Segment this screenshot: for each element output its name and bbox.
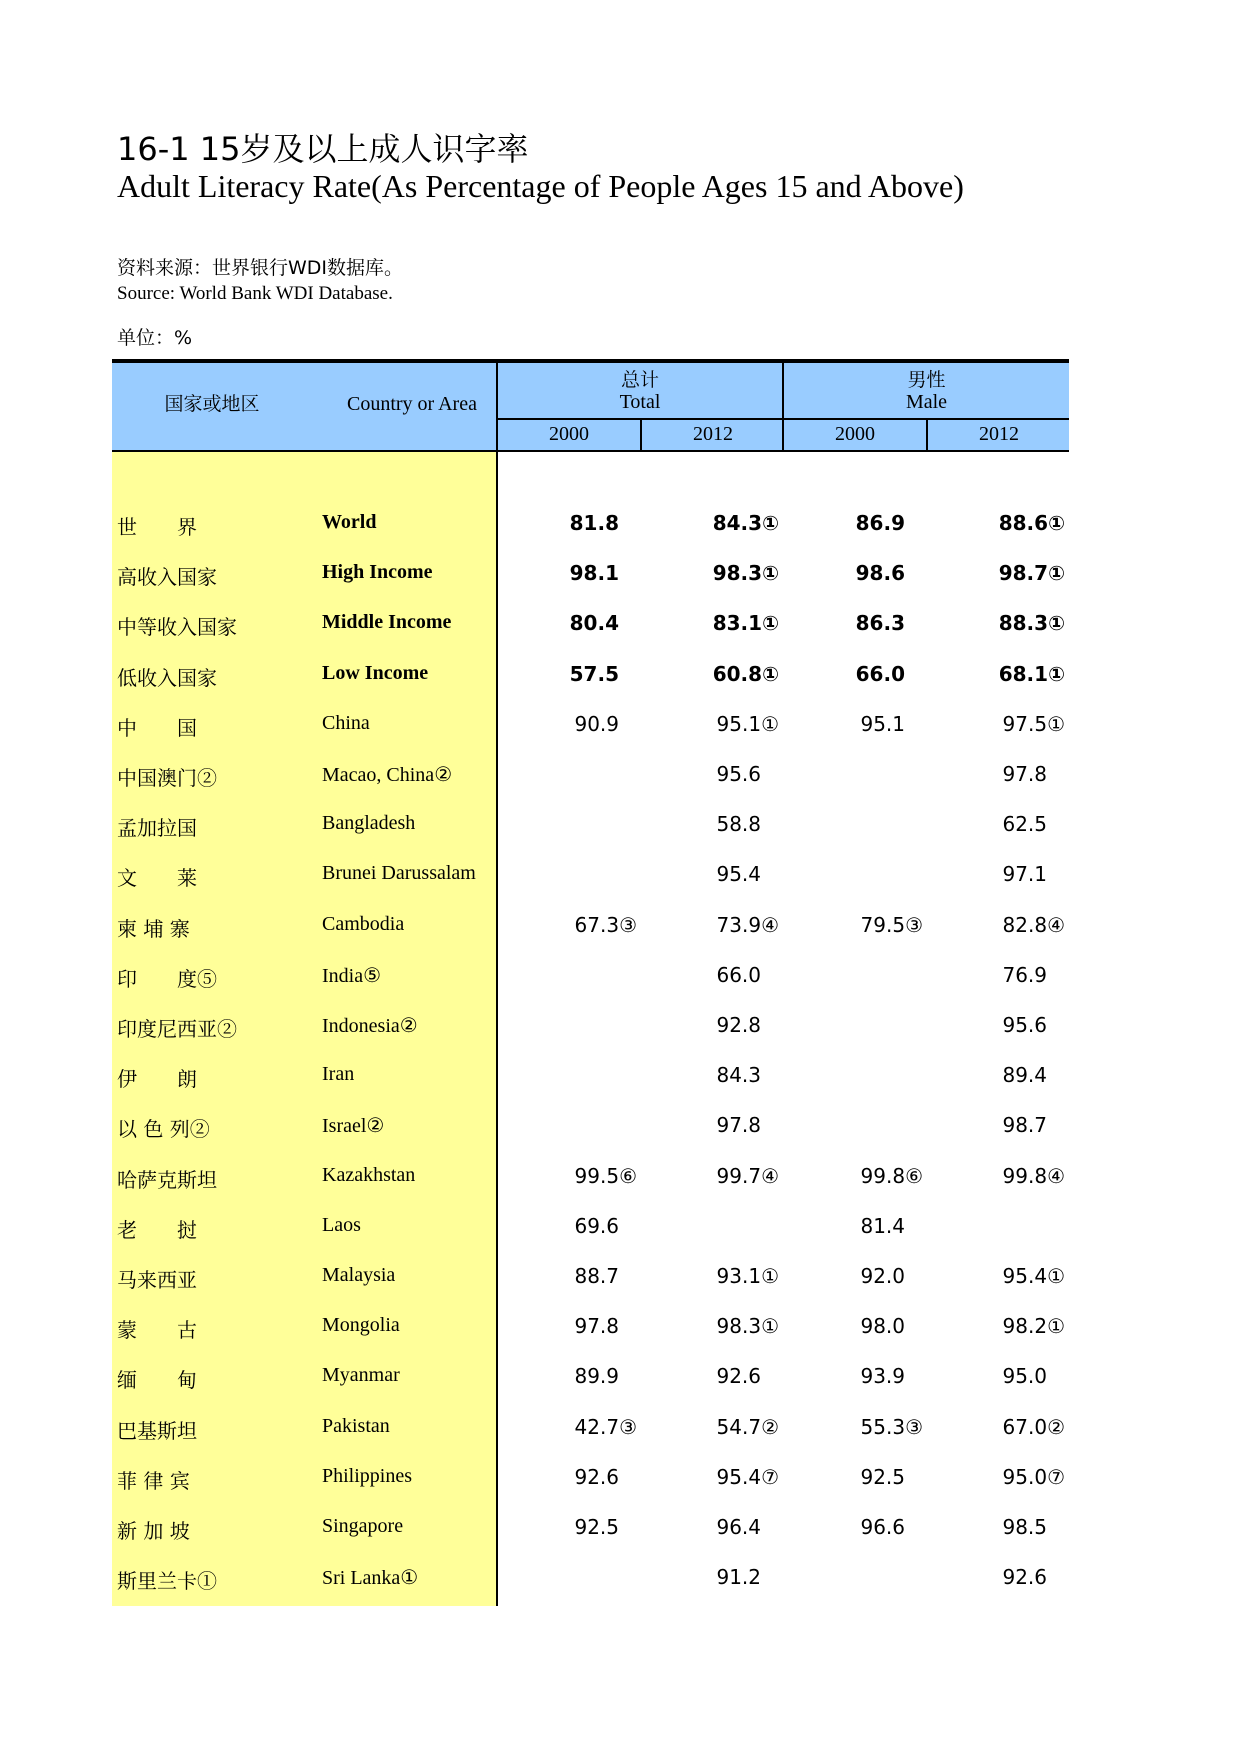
- table-row: [112, 1515, 1069, 1565]
- country-name-en: Israel②: [322, 1115, 385, 1138]
- country-name-cn: 伊 朗: [117, 1067, 197, 1092]
- value-male-2012: 95.4①: [1002, 1264, 1065, 1288]
- value-total-2000: 69.6: [574, 1213, 619, 1238]
- country-name-en: Low Income: [322, 661, 429, 684]
- country-name-en: Sri Lanka①: [322, 1567, 419, 1590]
- value-male-2012: 97.5①: [1002, 711, 1065, 736]
- country-name-en: India⑤: [322, 964, 382, 987]
- country-name-cn: 印 度⑤: [117, 966, 217, 991]
- table-row: [112, 1465, 1069, 1515]
- value-male-2012: 98.7①: [998, 561, 1065, 586]
- page-title-cn: 16-1 15岁及以上成人识字率: [117, 130, 529, 168]
- table-row: [112, 812, 1069, 862]
- value-total-2012: 73.9④: [716, 912, 779, 937]
- country-name-en: Malaysia: [322, 1264, 396, 1286]
- value-male-2000: 92.5: [860, 1464, 905, 1489]
- value-male-2012: 88.3①: [998, 611, 1065, 636]
- value-total-2000: 88.7: [574, 1264, 619, 1288]
- header-country-cn: 国家或地区: [164, 393, 260, 415]
- country-name-en: Brunei Darussalam: [322, 862, 476, 885]
- value-total-2012: 96.4: [716, 1515, 761, 1539]
- table-row: [112, 862, 1069, 912]
- table-row: [112, 1565, 1069, 1615]
- country-name-cn: 世 界: [117, 515, 197, 539]
- header-year-male-2000: 2000: [835, 423, 875, 445]
- page-title-en: Adult Literacy Rate(As Percentage of People Ages 15 and Above): [117, 168, 964, 204]
- table-row: [112, 762, 1069, 812]
- country-name-en: Myanmar: [322, 1364, 400, 1387]
- table-row: [112, 1164, 1069, 1214]
- country-name-cn: 柬 埔 寨: [117, 916, 190, 941]
- value-total-2012: 92.8: [716, 1013, 761, 1037]
- value-male-2000: 55.3③: [860, 1414, 923, 1439]
- value-male-2012: 97.8: [1002, 762, 1047, 786]
- country-name-cn: 低收入国家: [117, 665, 217, 690]
- country-name-cn: 斯里兰卡①: [117, 1569, 217, 1594]
- value-male-2000: 86.3: [855, 611, 905, 636]
- country-name-en: Laos: [322, 1213, 361, 1236]
- header-total-cn: 总计: [620, 369, 659, 391]
- value-total-2000: 89.9: [574, 1364, 619, 1389]
- country-name-en: Iran: [322, 1063, 355, 1086]
- value-male-2012: 82.8④: [1002, 912, 1065, 937]
- value-total-2000: 42.7③: [574, 1414, 637, 1439]
- value-male-2000: 96.6: [860, 1515, 905, 1539]
- value-male-2000: 81.4: [860, 1213, 905, 1238]
- country-name-en: Philippines: [322, 1464, 413, 1487]
- value-male-2012: 89.4: [1002, 1063, 1047, 1088]
- table-row: [112, 561, 1069, 611]
- country-name-cn: 以 色 列②: [117, 1117, 210, 1142]
- country-name-en: Middle Income: [322, 611, 452, 634]
- value-total-2000: 57.5: [569, 661, 619, 686]
- value-male-2000: 98.6: [855, 561, 905, 586]
- value-total-2000: 99.5⑥: [574, 1163, 637, 1188]
- value-male-2000: 66.0: [855, 661, 905, 686]
- table-row: [112, 913, 1069, 963]
- table-row: [112, 611, 1069, 661]
- table-row: [112, 1314, 1069, 1364]
- value-total-2012: 95.1①: [716, 711, 779, 736]
- value-total-2012: 95.4: [716, 862, 761, 887]
- table-row: [112, 1013, 1069, 1063]
- value-total-2012: 99.7④: [716, 1163, 779, 1188]
- value-male-2012: 76.9: [1002, 962, 1047, 987]
- country-name-en: Macao, China②: [322, 764, 453, 786]
- value-male-2000: 98.0: [860, 1314, 905, 1339]
- table-row: [112, 1063, 1069, 1113]
- value-total-2000: 92.6: [574, 1464, 619, 1489]
- country-name-cn: 马来西亚: [117, 1268, 197, 1292]
- header-group-total: [498, 369, 782, 413]
- country-name-en: China: [322, 711, 370, 734]
- value-total-2012: 98.3①: [712, 561, 779, 586]
- country-name-en: Cambodia: [322, 912, 405, 935]
- value-total-2012: 83.1①: [712, 611, 779, 636]
- value-total-2012: 84.3①: [712, 511, 779, 535]
- value-male-2012: 98.5: [1002, 1515, 1047, 1539]
- table-row: [112, 1364, 1069, 1414]
- header-sub-rule: [496, 418, 1069, 420]
- country-name-en: Pakistan: [322, 1414, 390, 1437]
- value-total-2000: 97.8: [574, 1314, 619, 1339]
- header-year-total-2000: 2000: [549, 423, 589, 445]
- country-name-cn: 高收入国家: [117, 565, 217, 590]
- table-row: [112, 963, 1069, 1013]
- table-header: [112, 363, 1069, 450]
- value-total-2000: 67.3③: [574, 912, 637, 937]
- country-name-cn: 中国澳门②: [117, 766, 217, 790]
- value-total-2012: 58.8: [716, 812, 761, 837]
- country-name-cn: 孟加拉国: [117, 816, 197, 841]
- value-male-2000: 86.9: [855, 511, 905, 535]
- value-male-2012: 95.0: [1002, 1364, 1047, 1389]
- value-male-2000: 95.1: [860, 711, 905, 736]
- value-male-2012: 62.5: [1002, 812, 1047, 837]
- value-male-2012: 99.8④: [1002, 1163, 1065, 1188]
- value-total-2012: 97.8: [716, 1113, 761, 1138]
- country-name-cn: 中 国: [117, 715, 197, 740]
- header-year-total-2012: 2012: [693, 423, 733, 445]
- table-row: [112, 662, 1069, 712]
- value-total-2000: 81.8: [569, 511, 619, 535]
- header-total-en: Total: [619, 391, 661, 413]
- country-name-cn: 菲 律 宾: [117, 1468, 190, 1493]
- country-name-cn: 印度尼西亚②: [117, 1017, 237, 1041]
- value-male-2012: 92.6: [1002, 1565, 1047, 1590]
- value-male-2012: 67.0②: [1002, 1414, 1065, 1439]
- country-name-cn: 缅 甸: [117, 1368, 197, 1393]
- header-year-male-2012: 2012: [979, 423, 1019, 445]
- country-name-cn: 老 挝: [117, 1217, 197, 1242]
- table-row: [112, 1113, 1069, 1163]
- value-male-2012: 98.2①: [1002, 1314, 1065, 1339]
- country-name-en: Kazakhstan: [322, 1163, 416, 1186]
- value-male-2000: 93.9: [860, 1364, 905, 1389]
- source-note-cn: 资料来源：世界银行WDI数据库。: [117, 257, 404, 279]
- value-male-2000: 79.5③: [860, 912, 923, 937]
- country-name-en: High Income: [322, 561, 433, 584]
- country-name-cn: 巴基斯坦: [117, 1418, 197, 1443]
- country-name-en: Indonesia②: [322, 1015, 418, 1037]
- country-name-en: Mongolia: [322, 1314, 400, 1337]
- country-name-cn: 文 莱: [117, 866, 197, 891]
- table-row: [112, 712, 1069, 762]
- country-name-en: Singapore: [322, 1515, 404, 1537]
- value-total-2012: 95.4⑦: [716, 1464, 779, 1489]
- header-male-cn: 男性: [907, 369, 946, 391]
- source-note-en: Source: World Bank WDI Database.: [117, 283, 393, 304]
- country-name-cn: 新 加 坡: [117, 1519, 190, 1543]
- country-name-cn: 哈萨克斯坦: [117, 1167, 217, 1192]
- table-row: [112, 1415, 1069, 1465]
- value-total-2012: 84.3: [716, 1063, 761, 1088]
- value-total-2012: 91.2: [716, 1565, 761, 1590]
- table-row: [112, 1214, 1069, 1264]
- value-total-2012: 54.7②: [716, 1414, 779, 1439]
- header-group-male: [784, 369, 1069, 413]
- header-male-en: Male: [905, 391, 948, 413]
- table-row: [112, 1264, 1069, 1314]
- value-total-2000: 92.5: [574, 1515, 619, 1539]
- value-male-2012: 88.6①: [998, 511, 1065, 535]
- country-name-en: Bangladesh: [322, 812, 416, 835]
- table-row: [112, 511, 1069, 561]
- value-male-2012: 97.1: [1002, 862, 1047, 887]
- unit-label: 单位：%: [117, 327, 193, 349]
- value-total-2012: 60.8①: [712, 661, 779, 686]
- value-total-2000: 80.4: [569, 611, 619, 636]
- value-total-2000: 90.9: [574, 711, 619, 736]
- value-total-2012: 98.3①: [716, 1314, 779, 1339]
- value-male-2012: 95.0⑦: [1002, 1464, 1065, 1489]
- country-name-cn: 蒙 古: [117, 1318, 197, 1343]
- value-male-2012: 98.7: [1002, 1113, 1047, 1138]
- country-name-cn: 中等收入国家: [117, 615, 237, 640]
- header-country-en: Country or Area: [347, 393, 477, 415]
- value-total-2012: 92.6: [716, 1364, 761, 1389]
- country-name-en: World: [322, 511, 377, 533]
- value-total-2012: 93.1①: [716, 1264, 779, 1288]
- value-male-2012: 68.1①: [998, 661, 1065, 686]
- value-total-2012: 66.0: [716, 962, 761, 987]
- value-male-2000: 99.8⑥: [860, 1163, 923, 1188]
- value-total-2000: 98.1: [569, 561, 619, 586]
- value-total-2012: 95.6: [716, 762, 761, 786]
- value-male-2012: 95.6: [1002, 1013, 1047, 1037]
- value-male-2000: 92.0: [860, 1264, 905, 1288]
